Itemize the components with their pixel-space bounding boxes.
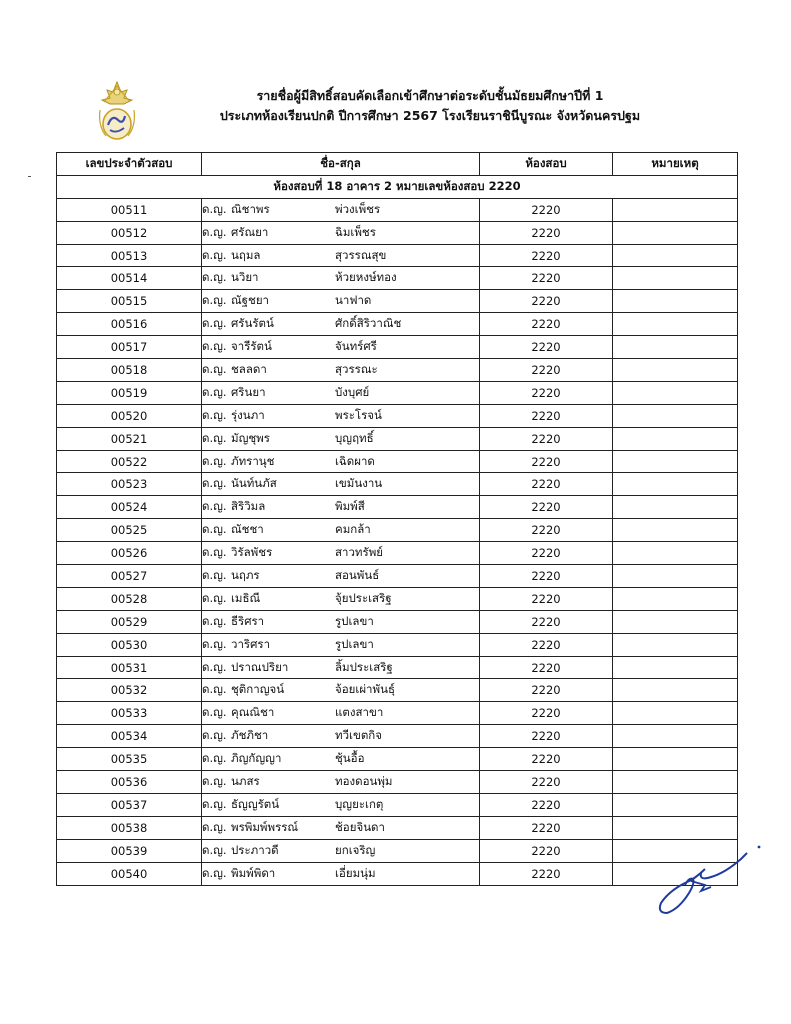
remark-cell <box>613 587 738 610</box>
table-row <box>57 633 738 656</box>
exam-room-cell: 2220 <box>480 473 613 496</box>
exam-room-cell: 2220 <box>480 610 613 633</box>
last-name: เฉิดผาด <box>335 453 375 468</box>
exam-id-cell: 00527 <box>57 565 202 588</box>
room-heading-row <box>57 175 738 198</box>
table-header-row <box>57 153 738 176</box>
last-name: คมกล้า <box>335 522 371 537</box>
name-title: ด.ญ. <box>202 682 227 697</box>
name-title: ด.ญ. <box>202 270 227 285</box>
name-title: ด.ญ. <box>202 361 227 376</box>
last-name: แตงสาขา <box>335 705 384 720</box>
full-name-cell <box>202 587 480 610</box>
remark-cell <box>613 290 738 313</box>
remark-cell <box>613 221 738 244</box>
first-name: จารีรัตน์ <box>231 339 272 354</box>
remark-cell <box>613 267 738 290</box>
name-title: ด.ญ. <box>202 430 227 445</box>
exam-room-cell: 2220 <box>480 198 613 221</box>
exam-id-cell: 00520 <box>57 404 202 427</box>
exam-id-cell: 00513 <box>57 244 202 267</box>
full-name-cell <box>202 771 480 794</box>
exam-room-cell: 2220 <box>480 542 613 565</box>
first-name: ณิชาพร <box>231 201 270 216</box>
first-name: ชุติกาญจน์ <box>231 682 285 697</box>
exam-room-cell: 2220 <box>480 793 613 816</box>
last-name: ห้วยหงษ์ทอง <box>335 270 397 285</box>
header-exam-room: ห้องสอบ <box>480 153 613 176</box>
first-name: วาริศรา <box>231 636 271 651</box>
exam-room-cell: 2220 <box>480 565 613 588</box>
last-name: พิมพ์สี <box>335 499 365 514</box>
name-title: ด.ญ. <box>202 384 227 399</box>
table-row <box>57 198 738 221</box>
remark-cell <box>613 816 738 839</box>
last-name: พระโรจน์ <box>335 407 382 422</box>
last-name: บุญฤทธิ์ <box>335 430 374 445</box>
table-row <box>57 336 738 359</box>
exam-id-cell: 00528 <box>57 587 202 610</box>
table-row <box>57 816 738 839</box>
last-name: สุวรรณสุข <box>335 247 387 262</box>
first-name: ศรัณยา <box>231 224 269 239</box>
remark-cell <box>613 519 738 542</box>
exam-room-cell: 2220 <box>480 839 613 862</box>
table-row <box>57 725 738 748</box>
exam-room-cell: 2220 <box>480 267 613 290</box>
full-name-cell <box>202 793 480 816</box>
exam-id-cell: 00524 <box>57 496 202 519</box>
name-title: ด.ญ. <box>202 476 227 491</box>
table-row <box>57 542 738 565</box>
full-name-cell <box>202 496 480 519</box>
name-title: ด.ญ. <box>202 201 227 216</box>
remark-cell <box>613 381 738 404</box>
last-name: บุญยะเกตุ <box>335 796 384 811</box>
remark-cell <box>613 404 738 427</box>
first-name: สิริวิมล <box>231 499 266 514</box>
name-title: ด.ญ. <box>202 522 227 537</box>
exam-id-cell: 00529 <box>57 610 202 633</box>
last-name: ศักดิ์สิริวาณิช <box>335 316 402 331</box>
table-row <box>57 862 738 885</box>
table-row <box>57 290 738 313</box>
first-name: นันท์นภัส <box>231 476 277 491</box>
exam-id-cell: 00522 <box>57 450 202 473</box>
last-name: บังบุศย์ <box>335 384 370 399</box>
remark-cell <box>613 656 738 679</box>
exam-room-cell: 2220 <box>480 290 613 313</box>
table-row <box>57 771 738 794</box>
remark-cell <box>613 771 738 794</box>
last-name: จุ้ยประเสริฐ <box>335 590 392 605</box>
last-name: ทองดอนพุ่ม <box>335 773 393 788</box>
table-row <box>57 450 738 473</box>
table-row <box>57 793 738 816</box>
header-exam-id: เลขประจำตัวสอบ <box>57 153 202 176</box>
name-title: ด.ญ. <box>202 407 227 422</box>
table-row <box>57 656 738 679</box>
first-name: ประภาวดี <box>231 842 279 857</box>
remark-cell <box>613 633 738 656</box>
exam-id-cell: 00526 <box>57 542 202 565</box>
first-name: ปราณปริยา <box>231 659 289 674</box>
full-name-cell <box>202 381 480 404</box>
name-title: ด.ญ. <box>202 453 227 468</box>
exam-room-cell: 2220 <box>480 771 613 794</box>
exam-id-cell: 00512 <box>57 221 202 244</box>
exam-room-cell: 2220 <box>480 702 613 725</box>
exam-id-cell: 00519 <box>57 381 202 404</box>
last-name: เขมันงาน <box>335 476 383 491</box>
exam-id-cell: 00540 <box>57 862 202 885</box>
full-name-cell <box>202 610 480 633</box>
last-name: พ่วงเพ็ชร <box>335 201 381 216</box>
name-title: ด.ญ. <box>202 224 227 239</box>
name-title: ด.ญ. <box>202 728 227 743</box>
first-name: รุ่งนภา <box>231 407 265 422</box>
name-title: ด.ญ. <box>202 247 227 262</box>
remark-cell <box>613 748 738 771</box>
full-name-cell <box>202 313 480 336</box>
full-name-cell <box>202 519 480 542</box>
exam-room-cell: 2220 <box>480 633 613 656</box>
last-name: ทวีเขตกิจ <box>335 728 382 743</box>
exam-id-cell: 00511 <box>57 198 202 221</box>
full-name-cell <box>202 450 480 473</box>
table-row <box>57 519 738 542</box>
exam-room-cell: 2220 <box>480 450 613 473</box>
last-name: ลิ้มประเสริฐ <box>335 659 393 674</box>
remark-cell <box>613 359 738 382</box>
title-line-1: รายชื่อผู้มีสิทธิ์สอบคัดเลือกเข้าศึกษาต่อระดับชั้นมัธยมศึกษาปีที่ 1 <box>256 88 604 103</box>
table-row <box>57 244 738 267</box>
exam-room-cell: 2220 <box>480 656 613 679</box>
first-name: คุณณิชา <box>231 705 275 720</box>
name-title: ด.ญ. <box>202 613 227 628</box>
name-title: ด.ญ. <box>202 567 227 582</box>
exam-id-cell: 00523 <box>57 473 202 496</box>
exam-id-cell: 00534 <box>57 725 202 748</box>
first-name: นวิยา <box>231 270 259 285</box>
full-name-cell <box>202 748 480 771</box>
full-name-cell <box>202 633 480 656</box>
last-name: รูปเลขา <box>335 613 374 628</box>
full-name-cell <box>202 839 480 862</box>
remark-cell <box>613 244 738 267</box>
full-name-cell <box>202 336 480 359</box>
exam-id-cell: 00535 <box>57 748 202 771</box>
table-row <box>57 267 738 290</box>
full-name-cell <box>202 267 480 290</box>
remark-cell <box>613 679 738 702</box>
exam-id-cell: 00530 <box>57 633 202 656</box>
last-name: ยกเจริญ <box>335 842 376 857</box>
name-title: ด.ญ. <box>202 339 227 354</box>
exam-room-cell: 2220 <box>480 679 613 702</box>
table-row <box>57 587 738 610</box>
exam-id-cell: 00538 <box>57 816 202 839</box>
first-name: นภสร <box>231 773 260 788</box>
handwritten-signature <box>655 843 767 919</box>
name-title: ด.ญ. <box>202 819 227 834</box>
remark-cell <box>613 427 738 450</box>
first-name: ภิญกัญญา <box>231 751 282 766</box>
first-name: ณัชชา <box>231 522 264 537</box>
exam-room-cell: 2220 <box>480 496 613 519</box>
last-name: ช้อยจินดา <box>335 819 385 834</box>
table-row <box>57 221 738 244</box>
exam-room-cell: 2220 <box>480 748 613 771</box>
exam-room-cell: 2220 <box>480 427 613 450</box>
exam-id-cell: 00515 <box>57 290 202 313</box>
exam-id-cell: 00517 <box>57 336 202 359</box>
full-name-cell <box>202 198 480 221</box>
table-row <box>57 473 738 496</box>
name-title: ด.ญ. <box>202 293 227 308</box>
remark-cell <box>613 702 738 725</box>
first-name: ณัฐชยา <box>231 293 270 308</box>
exam-room-cell: 2220 <box>480 381 613 404</box>
table-row <box>57 702 738 725</box>
table-row <box>57 679 738 702</box>
first-name: มัญชุพร <box>231 430 270 445</box>
last-name: จ้อยเผ่าพันธุ์ <box>335 682 395 697</box>
exam-id-cell: 00539 <box>57 839 202 862</box>
exam-id-cell: 00533 <box>57 702 202 725</box>
full-name-cell <box>202 473 480 496</box>
exam-id-cell: 00531 <box>57 656 202 679</box>
table-row <box>57 381 738 404</box>
table-row <box>57 748 738 771</box>
remark-cell <box>613 313 738 336</box>
first-name: ศรินยา <box>231 384 266 399</box>
table-row <box>57 359 738 382</box>
full-name-cell <box>202 816 480 839</box>
name-title: ด.ญ. <box>202 545 227 560</box>
table-row <box>57 610 738 633</box>
name-title: ด.ญ. <box>202 636 227 651</box>
exam-room-cell: 2220 <box>480 816 613 839</box>
full-name-cell <box>202 656 480 679</box>
name-title: ด.ญ. <box>202 751 227 766</box>
first-name: นฤมล <box>231 247 261 262</box>
first-name: ธีริศรา <box>231 613 265 628</box>
remark-cell <box>613 542 738 565</box>
title-line-2: ประเภทห้องเรียนปกติ ปีการศึกษา 2567 โรงเรียนราชินีบูรณะ จังหวัดนครปฐม <box>219 108 641 123</box>
exam-room-cell: 2220 <box>480 519 613 542</box>
full-name-cell <box>202 244 480 267</box>
last-name: นาฟาด <box>335 293 372 308</box>
full-name-cell <box>202 679 480 702</box>
last-name: จันทร์ศรี <box>335 339 377 354</box>
table-row <box>57 313 738 336</box>
first-name: พิมพ์พิดา <box>231 865 276 880</box>
header-remark: หมายเหตุ <box>613 153 738 176</box>
first-name: ชลลดา <box>231 361 267 376</box>
exam-room-cell: 2220 <box>480 587 613 610</box>
remark-cell <box>613 496 738 519</box>
scan-mark <box>28 176 31 177</box>
full-name-cell <box>202 427 480 450</box>
first-name: ภัทรานุช <box>231 453 275 468</box>
room-heading: ห้องสอบที่ 18 อาคาร 2 หมายเลขห้องสอบ 2220 <box>57 175 738 198</box>
last-name: สาวทรัพย์ <box>335 545 384 560</box>
exam-room-cell: 2220 <box>480 336 613 359</box>
name-title: ด.ญ. <box>202 796 227 811</box>
school-emblem-icon <box>94 80 140 142</box>
full-name-cell <box>202 725 480 748</box>
last-name: ฉิมเพ็ชร <box>335 224 376 239</box>
remark-cell <box>613 565 738 588</box>
full-name-cell <box>202 290 480 313</box>
exam-room-cell: 2220 <box>480 404 613 427</box>
first-name: เมธิณี <box>231 590 261 605</box>
name-title: ด.ญ. <box>202 865 227 880</box>
name-title: ด.ญ. <box>202 316 227 331</box>
remark-cell <box>613 610 738 633</box>
exam-id-cell: 00516 <box>57 313 202 336</box>
table-row <box>57 839 738 862</box>
last-name: สอนพันธ์ <box>335 567 380 582</box>
exam-id-cell: 00536 <box>57 771 202 794</box>
full-name-cell <box>202 565 480 588</box>
full-name-cell <box>202 359 480 382</box>
first-name: พรพิมพ์พรรณ์ <box>231 819 299 834</box>
name-title: ด.ญ. <box>202 773 227 788</box>
first-name: ภัชภิชา <box>231 728 269 743</box>
first-name: ธัญญรัตน์ <box>231 796 280 811</box>
full-name-cell <box>202 702 480 725</box>
exam-id-cell: 00514 <box>57 267 202 290</box>
table-row <box>57 496 738 519</box>
full-name-cell <box>202 862 480 885</box>
exam-room-cell: 2220 <box>480 313 613 336</box>
exam-id-cell: 00532 <box>57 679 202 702</box>
name-title: ด.ญ. <box>202 659 227 674</box>
table-row <box>57 404 738 427</box>
name-title: ด.ญ. <box>202 705 227 720</box>
exam-id-cell: 00518 <box>57 359 202 382</box>
remark-cell <box>613 793 738 816</box>
exam-room-cell: 2220 <box>480 725 613 748</box>
full-name-cell <box>202 221 480 244</box>
name-title: ด.ญ. <box>202 842 227 857</box>
candidate-table <box>56 152 738 886</box>
header-full-name: ชื่อ-สกุล <box>202 153 480 176</box>
document-title <box>150 86 710 126</box>
name-title: ด.ญ. <box>202 499 227 514</box>
full-name-cell <box>202 404 480 427</box>
last-name: เอี่ยมนุ่ม <box>335 865 376 880</box>
remark-cell <box>613 473 738 496</box>
table-row <box>57 427 738 450</box>
table-row <box>57 565 738 588</box>
exam-room-cell: 2220 <box>480 244 613 267</box>
remark-cell <box>613 450 738 473</box>
remark-cell <box>613 725 738 748</box>
name-title: ด.ญ. <box>202 590 227 605</box>
first-name: ศรันรัตน์ <box>231 316 274 331</box>
first-name: นฤภร <box>231 567 260 582</box>
last-name: สุวรรณะ <box>335 361 378 376</box>
remark-cell <box>613 336 738 359</box>
remark-cell <box>613 198 738 221</box>
full-name-cell <box>202 542 480 565</box>
exam-id-cell: 00521 <box>57 427 202 450</box>
exam-room-cell: 2220 <box>480 221 613 244</box>
exam-room-cell: 2220 <box>480 862 613 885</box>
exam-id-cell: 00525 <box>57 519 202 542</box>
last-name: ชุ้นอื้อ <box>335 751 365 766</box>
first-name: วิรัลพัชร <box>231 545 273 560</box>
exam-id-cell: 00537 <box>57 793 202 816</box>
last-name: รูปเลขา <box>335 636 374 651</box>
exam-room-cell: 2220 <box>480 359 613 382</box>
